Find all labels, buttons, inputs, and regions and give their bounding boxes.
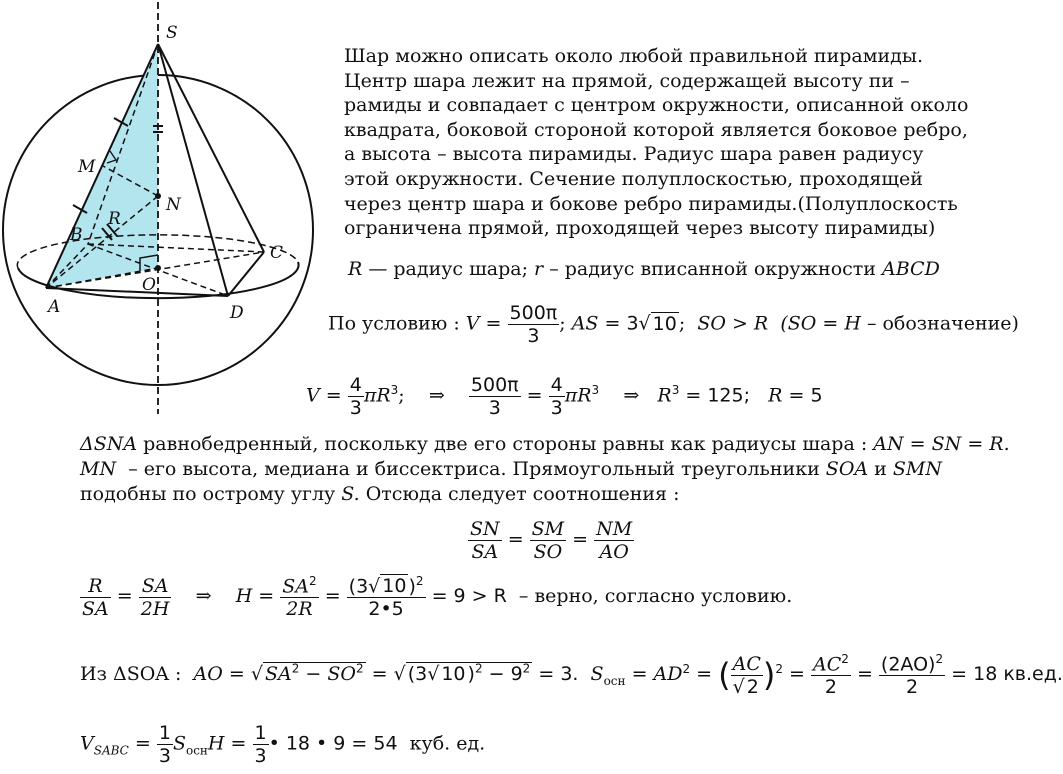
ao-equation: Из ΔSOA : AO = √ $SA^2 - SO^2$ = √ (3√ 10 )$^2 - 9^2 = 3$. $S_{осн} = AD^2$ = ( $\frac{AC}{√ 2}$ )$^2$ = $\frac{AC^2}{2}$ = $\frac{(2AO)^2}{2}$ = 18 кв.ед.	[80, 652, 1063, 699]
condition-AS-root: 10	[652, 312, 677, 335]
intro-line: а высота – высота пирамиды. Радиус шара равен радиусу	[344, 143, 924, 166]
label-O: O	[142, 275, 156, 295]
label-S: S	[166, 23, 178, 43]
intro-line: квадрата, боковой стороной которой является боковое ребро,	[344, 118, 968, 141]
intro-line: этой окружности. Сечение полуплоскостью, проходящей	[344, 167, 923, 190]
ratio-formula: $\frac{SN}{SA}$ = $\frac{SM}{SO}$ = $\frac{NM}{AO}$	[470, 518, 633, 563]
volume-R-value: 5	[810, 384, 823, 407]
triangle-paragraph	[80, 432, 1010, 507]
point-O	[155, 265, 161, 271]
def-r-symbol: r	[534, 258, 544, 280]
label-M: M	[78, 157, 96, 177]
intro-line: Шар можно описать около любой правильной пирамиды.	[344, 45, 924, 67]
label-R: R	[108, 209, 121, 229]
volume-frac1: $\frac{4}{3}$	[349, 374, 362, 419]
label-A: A	[48, 297, 61, 317]
volume-R3: R	[657, 384, 672, 407]
def-R-text: — радиус шара;	[368, 258, 528, 280]
condition-prefix: По условию :	[328, 312, 460, 335]
condition-AS-coef: 3	[626, 312, 639, 335]
label-N: N	[166, 195, 181, 215]
volume-R: R	[768, 384, 783, 407]
condition-line: По условию : V = $\frac{500\pi}{3}$ ; AS = 3√ 10 ; SO > R (SO = H – обозначение)	[328, 302, 1019, 347]
condition-note-text: – обозначение)	[866, 312, 1019, 335]
edge-SD	[158, 44, 228, 296]
edge-DC	[228, 252, 264, 296]
def-r-text: – радиус вписанной окружности	[549, 258, 876, 280]
volume-V: V	[306, 384, 320, 407]
condition-note-open: (SO = H	[780, 312, 861, 335]
def-abcd: ABCD	[882, 258, 940, 280]
edge-SC	[158, 44, 264, 252]
para-line-3: подобны по острому углу S. Отсюда следует соотношения :	[80, 483, 680, 505]
intro-line: рамиды и совпадает с центром окружности, описанной около	[344, 94, 969, 117]
para-line-2: MN – его высота, медиана и биссектриса. Прямоугольный треугольники SOA и SMN	[80, 458, 942, 480]
volume-arrow1: ⇒	[428, 384, 445, 407]
condition-AS: AS	[571, 312, 599, 335]
condition-V-fraction: $\frac{500\pi}{3}$	[509, 302, 558, 347]
label-B: B	[70, 225, 83, 245]
intro-text	[344, 44, 968, 241]
volume-frac3: $\frac{4}{3}$	[550, 374, 563, 419]
intro-line: через центр шара и бокове ребро пирамиды.(Полуплоскость	[344, 192, 958, 215]
final-volume: $V_{SABC}$ = $\frac{1}{3}$ $S_{осн}H$ = $\frac{1}{3}$ • 18 • 9 = 54 куб. ед.	[80, 722, 486, 767]
definitions-line	[348, 258, 940, 280]
condition-ineq: SO > R	[697, 312, 769, 335]
volume-arrow2: ⇒	[623, 384, 640, 407]
intro-line: Центр шара лежит на прямой, содержащей высоту пи –	[344, 69, 910, 92]
pyramid-sphere-figure	[0, 0, 320, 420]
para-line-1: ΔSNA равнобедренный, поскольку две его стороны равны как радиусы шара : AN = SN = R.	[80, 433, 1010, 455]
condition-V: V	[465, 312, 480, 335]
label-D: D	[230, 303, 244, 323]
volume-frac2: $\frac{500\pi}{3}$	[470, 374, 519, 419]
def-R-symbol: R	[348, 258, 363, 280]
volume-line: V = $\frac{4}{3}$ $\pi R^3$; ⇒ $\frac{500\pi}{3}$ = $\frac{4}{3}$ $\pi R^3$ ⇒ $R^3 = 125$; R = 5	[306, 374, 823, 419]
intro-line: ограничена прямой, проходящей через высоту пирамиды)	[344, 217, 936, 240]
label-C: C	[270, 243, 284, 263]
point-N	[155, 193, 161, 199]
height-equation: $\frac{R}{SA}$ = $\frac{SA}{2H}$ ⇒ H = $\frac{SA^2}{2R}$ = $\frac{(3√ 10 )^2}{2•5}$ = 9 > R – верно, согласно условию.	[82, 574, 793, 621]
volume-R3-value: 125;	[707, 384, 751, 407]
volume-piR: πR	[363, 384, 391, 407]
